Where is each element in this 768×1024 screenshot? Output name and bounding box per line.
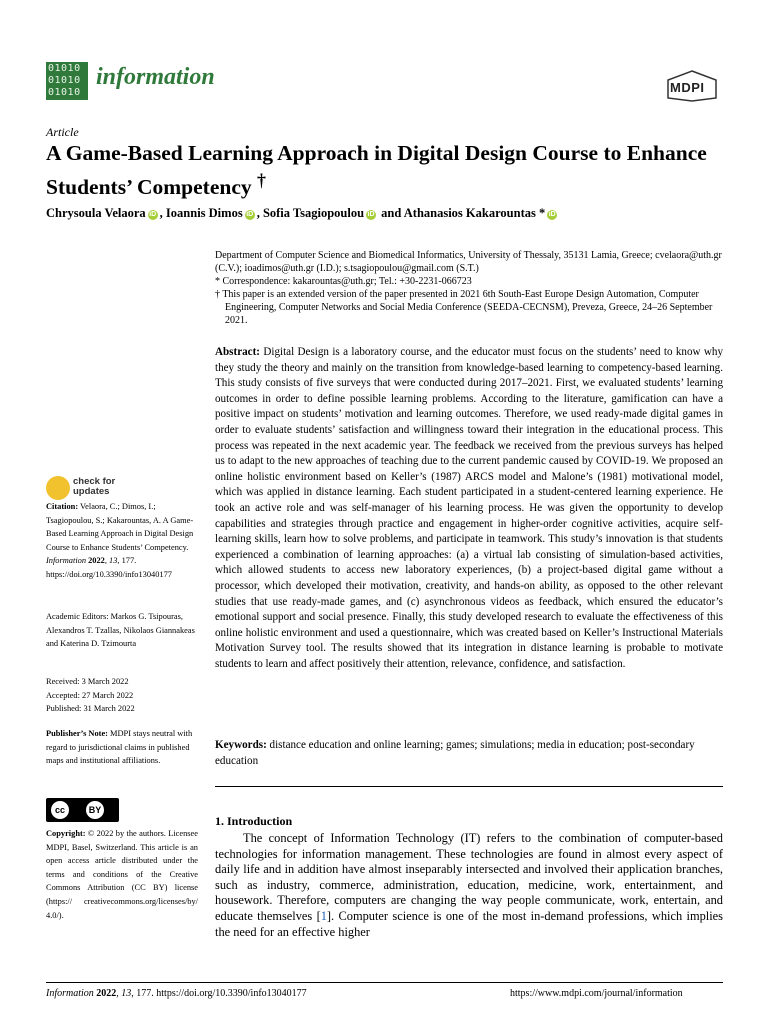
check-line: check for [73,476,116,487]
author-separator: , [159,206,166,220]
orcid-icon[interactable]: iD [367,211,375,218]
check-for-updates-label[interactable] [73,477,115,497]
author-separator: and [378,206,404,220]
by-icon: BY [86,801,104,819]
author-separator: , [256,206,263,220]
paper-title [46,140,736,201]
keywords [215,738,723,769]
author-list [46,206,559,221]
footer-doi[interactable]: , 177. https://doi.org/10.3390/info13040177 [131,988,307,999]
title-text: A Game-Based Learning Approach in Digital Design Course to Enhance Students’ Competency [46,141,707,200]
citation-link[interactable]: 1 [320,908,327,923]
section-heading: 1. Introduction [215,814,293,828]
citation-text: Velaora, C.; Dimos, I.; Tsagiopoulou, S.; Kakarountas, A. A Game-Based Learning Approach in Digital Design Course to Enhance Students’ Competency. [46,502,194,552]
citation-label: Citation: [46,502,79,511]
footnote-conference: † This paper is an extended version of the paper presented in 2021 6th South-East Europe Design Automation, Computer Engineering, Computer Networks and Social Media Conference (SEEDA-CECNSM), Preveza, Greece, 24–26 September 2021. [215,289,713,326]
title-footnote-mark: † [257,170,266,190]
copyright-block [46,827,198,922]
cc-icon: cc [51,801,69,819]
keywords-label: Keywords: [215,739,267,751]
copyright-text: © 2022 by the authors. Licensee MDPI, Basel, Switzerland. This article is an open access article distributed under the terms and conditions of the Creative Commons Attribution (CC BY) license (https:// creativecommons.org/licenses/by/ 4.0/). [46,829,198,920]
citation-block [46,500,198,582]
journal-name[interactable]: information [96,64,215,90]
logo-line: 01010 [48,87,81,98]
footer-divider [46,982,723,983]
copyright-label: Copyright: [46,829,86,838]
abstract-label: Abstract: [215,346,260,358]
publisher-note [46,727,198,768]
author-name[interactable]: Ioannis Dimos [165,206,243,220]
publisher-name: MDPI [670,80,705,95]
affiliations [215,249,725,327]
orcid-icon[interactable]: iD [246,211,254,218]
author-name[interactable]: Chrysoula Velaora [46,206,146,220]
citation-volume: , 13 [104,556,118,566]
accepted-date: Accepted: 27 March 2022 [46,690,134,700]
footer-journal: Information [46,988,94,999]
cc-by-license-badge[interactable] [46,798,119,822]
published-date: Published: 31 March 2022 [46,704,135,714]
logo-line: 01010 [48,75,81,86]
academic-editors: Academic Editors: Markos G. Tsipouras, Alexandros T. Tzallas, Nikolaos Giannakeas and Katerina D. Tzimourta [46,612,195,649]
keywords-text: distance education and online learning; games; simulations; media in education; post-secondary education [215,739,695,767]
intro-text: ]. Computer science is one of the most in-demand professions, which implies the need for an effective higher [215,908,723,939]
received-date: Received: 3 March 2022 [46,677,129,686]
citation-journal: Information [46,556,87,566]
publisher-note-label: Publisher’s Note: [46,729,108,738]
footer-year: 2022 [93,988,117,999]
footer-url[interactable]: https://www.mdpi.com/journal/information [510,988,683,999]
correspondence: * Correspondence: kakarountas@uth.gr; Tel.: +30-2231-066723 [215,276,472,287]
footer-volume: , 13 [116,988,132,999]
logo-line: 01010 [48,63,81,74]
footer-citation [46,988,307,999]
abstract [215,345,723,672]
check-line: updates [73,486,110,497]
author-name[interactable]: Athanasios Kakarountas * [403,206,546,220]
orcid-icon[interactable]: iD [149,211,157,218]
dates-block [46,675,198,716]
journal-logo [46,62,88,100]
orcid-icon[interactable]: iD [548,211,556,218]
abstract-text: Digital Design is a laboratory course, and the educator must focus on the students’ need to know why they study the theory and mainly on the transition from knowledge-based learning to competency-based learning. This study consists of five surveys that were conducted during 2017–2021. First, we evaluated students’ learning outcomes in order to define possible learning problems. According to the literature, gamification can have a positive impact on students’ motivation and learning outcomes. Therefore, we used ready-made digital games in order to evaluate students’ satisfaction and willingness toward their integration in the educational process. This process was repeated in the next academic year. The feedback we received from the previous surveys has helped us to adapt to the new approaches of teaching due to the current pandemic caused by COVID-19. We proposed an online holistic environment based on Keller’s (1987) ARCS model and Malone’s (1981) motivational model, which was applied in distance learning. Each student participated in a student-centered learning experience. He took an active role and was self-manager of his learning process. He was given the opportunity to develop capabilities and strategies through practice and engagement in higher-order cognitive activities, acquire self-learning skills, learn how to solve problems, and participate in teamwork. This study’s innovation is that students experienced a combination of learning approaches: (a) a virtual lab consisting of simulation-based activities, which allowed students to access new laboratory experiences, (b) a project-based digital game without a processor, which developed their motivation, creativity, and hands-on ability, as opposed to the other relevant studies that use ready-made games, and (c) asynchronous videos as feedback, which ensured the educator’s emotional support and social presence. Finally, this study developed research to evaluate the effectiveness of this online holistic environment and used a questionnaire, which was created based on Keller’s Instructional Materials Motivation Survey tool. The results showed that its integration in distance learning is probable to motivate students to learn and affect positively their attention, relevance, confidence, and satisfaction. [215,346,723,670]
author-name[interactable]: Sofia Tsagiopoulou [262,206,365,220]
publisher-note-text: MDPI stays neutral with regard to jurisdictional claims in published maps and institutional affiliations. [46,729,193,766]
citation-year: 2022 [86,556,105,566]
intro-paragraph [215,831,723,940]
section-divider [215,786,723,787]
article-type: Article [46,125,79,139]
intro-text: The concept of Information Technology (IT) refers to the combination of computer-based technologies for information management. These technologies are found in almost every aspect of daily life and in addition have almost inseparably intersected and involved their application branches, such as industry, commerce, administration, education, medicine, work, entertainment, and housework. Therefore, computers are changing the way people communicate, work, entertain, and educate themselves [ [215,831,723,923]
affiliation-dept: Department of Computer Science and Biomedical Informatics, University of Thessaly, 35131 Lamia, Greece; cvelaora@uth.gr (C.V.); ioadimos@uth.gr (I.D.); s.tsagiopoulou@gmail.com (S.T.) [215,250,722,274]
citation-doi[interactable]: , 177. https://doi.org/10.3390/info13040177 [46,556,172,579]
check-for-updates-icon[interactable] [46,476,70,500]
